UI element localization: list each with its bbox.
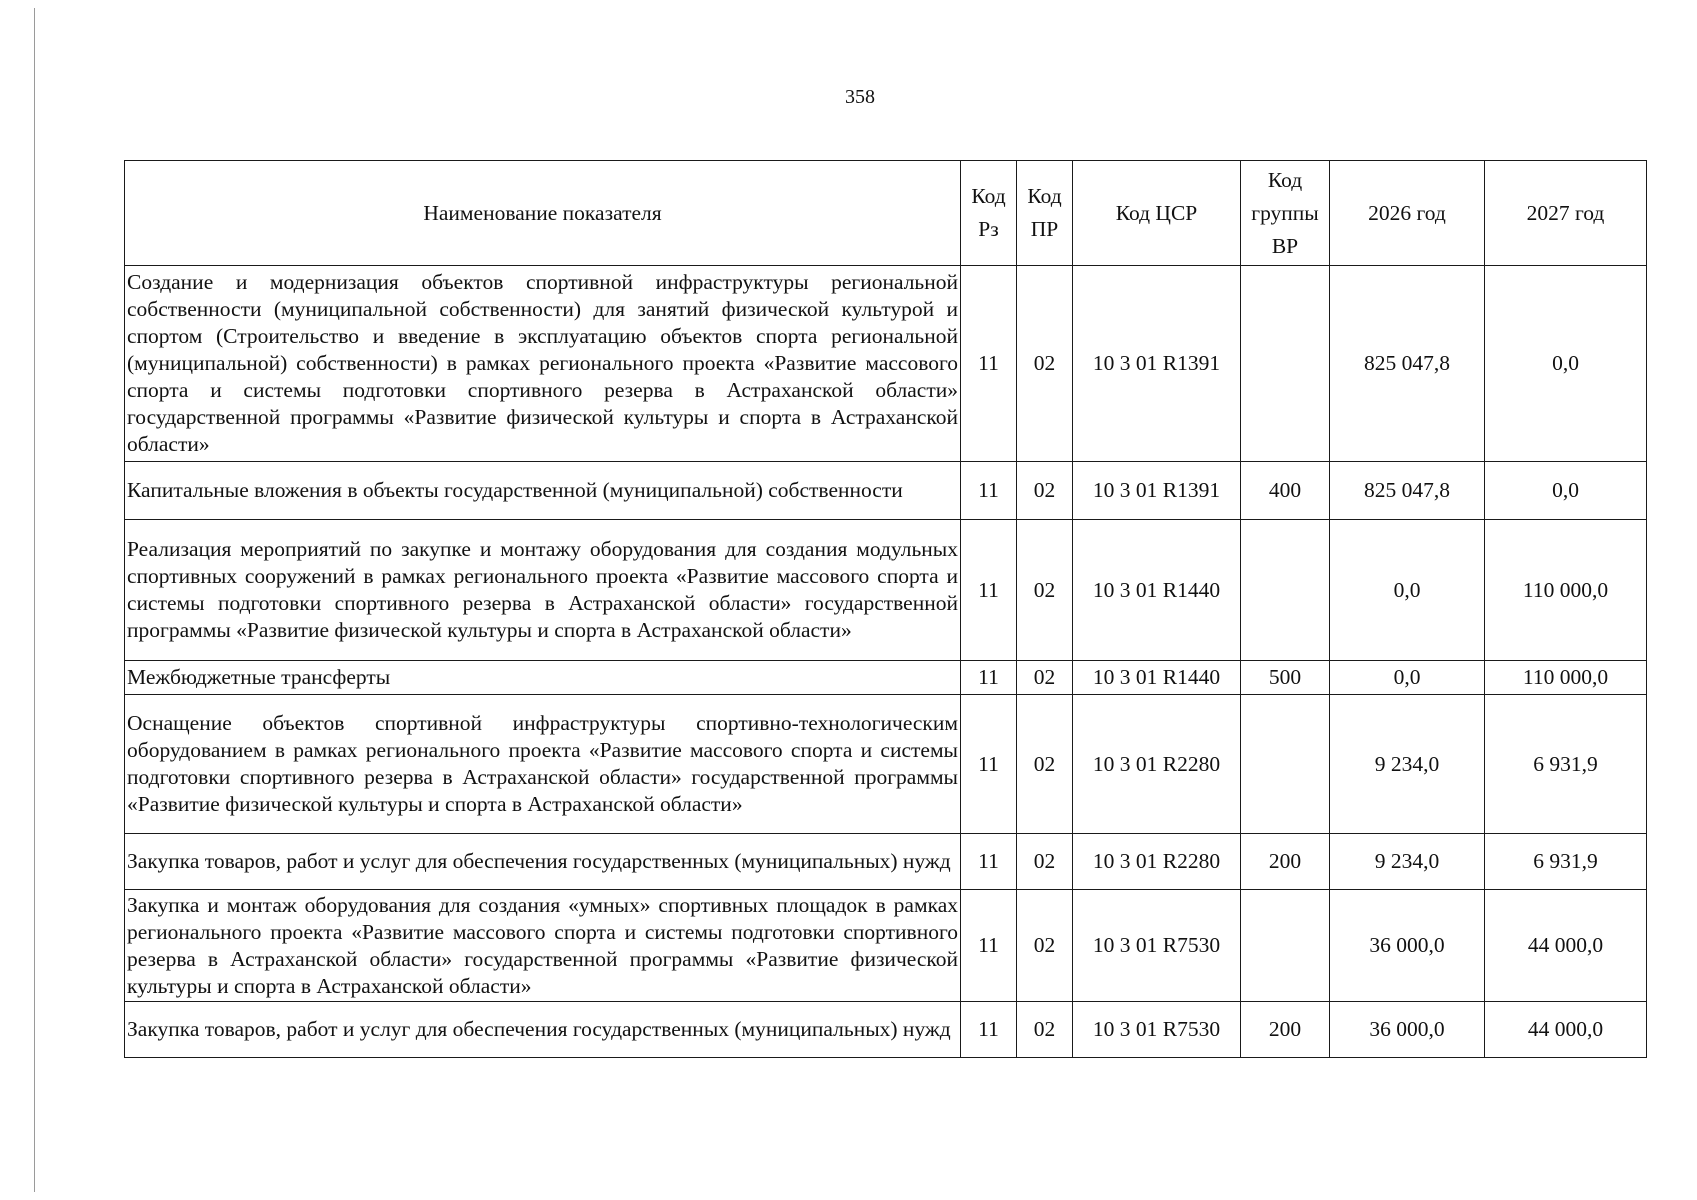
row-name: Создание и модернизация объектов спортивной инфраструктуры региональной собственности (муниципальной собственности) для занятий физической культурой и спортом (Строительство и введение в эксплуатацию объектов спорта региональной (муниципальной) собственности) в рамках регионального проекта «Развитие массового спорта и системы подготовки спортивного резерва в Астраханской области» государственной программы «Развитие физической культуры и спорта в Астраханской области» — [125, 266, 961, 462]
row-2027: 0,0 — [1485, 462, 1647, 520]
row-rz: 11 — [961, 834, 1017, 890]
row-pr: 02 — [1017, 834, 1073, 890]
row-name: Реализация мероприятий по закупке и монтажу оборудования для создания модульных спортивных сооружений в рамках регионального проекта «Развитие массового спорта и системы подготовки спортивного резерва в Астраханской области» государственной программы «Развитие физической культуры и спорта в Астраханской области» — [125, 520, 961, 661]
row-2027: 110 000,0 — [1485, 661, 1647, 695]
row-pr: 02 — [1017, 890, 1073, 1002]
row-csr: 10 3 01 R7530 — [1073, 890, 1241, 1002]
row-2027: 6 931,9 — [1485, 834, 1647, 890]
row-rz: 11 — [961, 520, 1017, 661]
row-pr: 02 — [1017, 266, 1073, 462]
row-rz: 11 — [961, 266, 1017, 462]
row-2026: 36 000,0 — [1330, 1002, 1485, 1058]
row-name: Оснащение объектов спортивной инфраструктуры спортивно-технологическим оборудованием в рамках регионального проекта «Развитие массового спорта и системы подготовки спортивного резерва в Астраханской области» государственной программы «Развитие физической культуры и спорта в Астраханской области» — [125, 695, 961, 834]
row-csr: 10 3 01 R1440 — [1073, 661, 1241, 695]
row-vr — [1241, 520, 1330, 661]
row-2026: 825 047,8 — [1330, 266, 1485, 462]
row-2027: 110 000,0 — [1485, 520, 1647, 661]
table-row — [125, 695, 1647, 834]
header-csr-code: Код ЦСР — [1073, 161, 1241, 266]
row-name: Межбюджетные трансферты — [125, 661, 961, 695]
row-2027: 0,0 — [1485, 266, 1647, 462]
page-number: 358 — [845, 86, 875, 108]
row-2026: 9 234,0 — [1330, 695, 1485, 834]
row-pr: 02 — [1017, 462, 1073, 520]
row-2027: 44 000,0 — [1485, 1002, 1647, 1058]
table-row — [125, 1002, 1647, 1058]
row-vr: 200 — [1241, 834, 1330, 890]
header-pr-code: Код ПР — [1017, 161, 1073, 266]
budget-table — [124, 160, 1647, 1058]
table-row — [125, 266, 1647, 462]
row-2027: 6 931,9 — [1485, 695, 1647, 834]
row-rz: 11 — [961, 661, 1017, 695]
table-row — [125, 834, 1647, 890]
row-2026: 0,0 — [1330, 520, 1485, 661]
row-vr — [1241, 890, 1330, 1002]
row-csr: 10 3 01 R7530 — [1073, 1002, 1241, 1058]
header-indicator-name: Наименование показателя — [125, 161, 961, 266]
row-2026: 0,0 — [1330, 661, 1485, 695]
header-rz-code: Код Рз — [961, 161, 1017, 266]
row-vr: 400 — [1241, 462, 1330, 520]
row-name: Закупка и монтаж оборудования для создания «умных» спортивных площадок в рамках регионального проекта «Развитие массового спорта и системы подготовки спортивного резерва в Астраханской области» государственной программы «Развитие физической культуры и спорта в Астраханской области» — [125, 890, 961, 1002]
row-csr: 10 3 01 R1391 — [1073, 266, 1241, 462]
row-csr: 10 3 01 R1440 — [1073, 520, 1241, 661]
row-vr — [1241, 695, 1330, 834]
table-row — [125, 890, 1647, 1002]
row-csr: 10 3 01 R1391 — [1073, 462, 1241, 520]
row-csr: 10 3 01 R2280 — [1073, 834, 1241, 890]
table-row — [125, 520, 1647, 661]
row-vr: 500 — [1241, 661, 1330, 695]
header-vr-code: Код группы ВР — [1241, 161, 1330, 266]
row-2026: 825 047,8 — [1330, 462, 1485, 520]
header-year-2027: 2027 год — [1485, 161, 1647, 266]
row-rz: 11 — [961, 1002, 1017, 1058]
page-margin-line — [34, 8, 35, 1192]
row-2026: 36 000,0 — [1330, 890, 1485, 1002]
row-name: Капитальные вложения в объекты государственной (муниципальной) собственности — [125, 462, 961, 520]
row-rz: 11 — [961, 695, 1017, 834]
row-pr: 02 — [1017, 520, 1073, 661]
row-rz: 11 — [961, 462, 1017, 520]
row-pr: 02 — [1017, 695, 1073, 834]
row-vr — [1241, 266, 1330, 462]
table-header-row — [125, 161, 1647, 266]
header-year-2026: 2026 год — [1330, 161, 1485, 266]
row-name: Закупка товаров, работ и услуг для обеспечения государственных (муниципальных) нужд — [125, 834, 961, 890]
row-csr: 10 3 01 R2280 — [1073, 695, 1241, 834]
row-2027: 44 000,0 — [1485, 890, 1647, 1002]
row-rz: 11 — [961, 890, 1017, 1002]
row-pr: 02 — [1017, 661, 1073, 695]
row-pr: 02 — [1017, 1002, 1073, 1058]
table-row — [125, 462, 1647, 520]
row-vr: 200 — [1241, 1002, 1330, 1058]
table-row — [125, 661, 1647, 695]
row-name: Закупка товаров, работ и услуг для обеспечения государственных (муниципальных) нужд — [125, 1002, 961, 1058]
row-2026: 9 234,0 — [1330, 834, 1485, 890]
